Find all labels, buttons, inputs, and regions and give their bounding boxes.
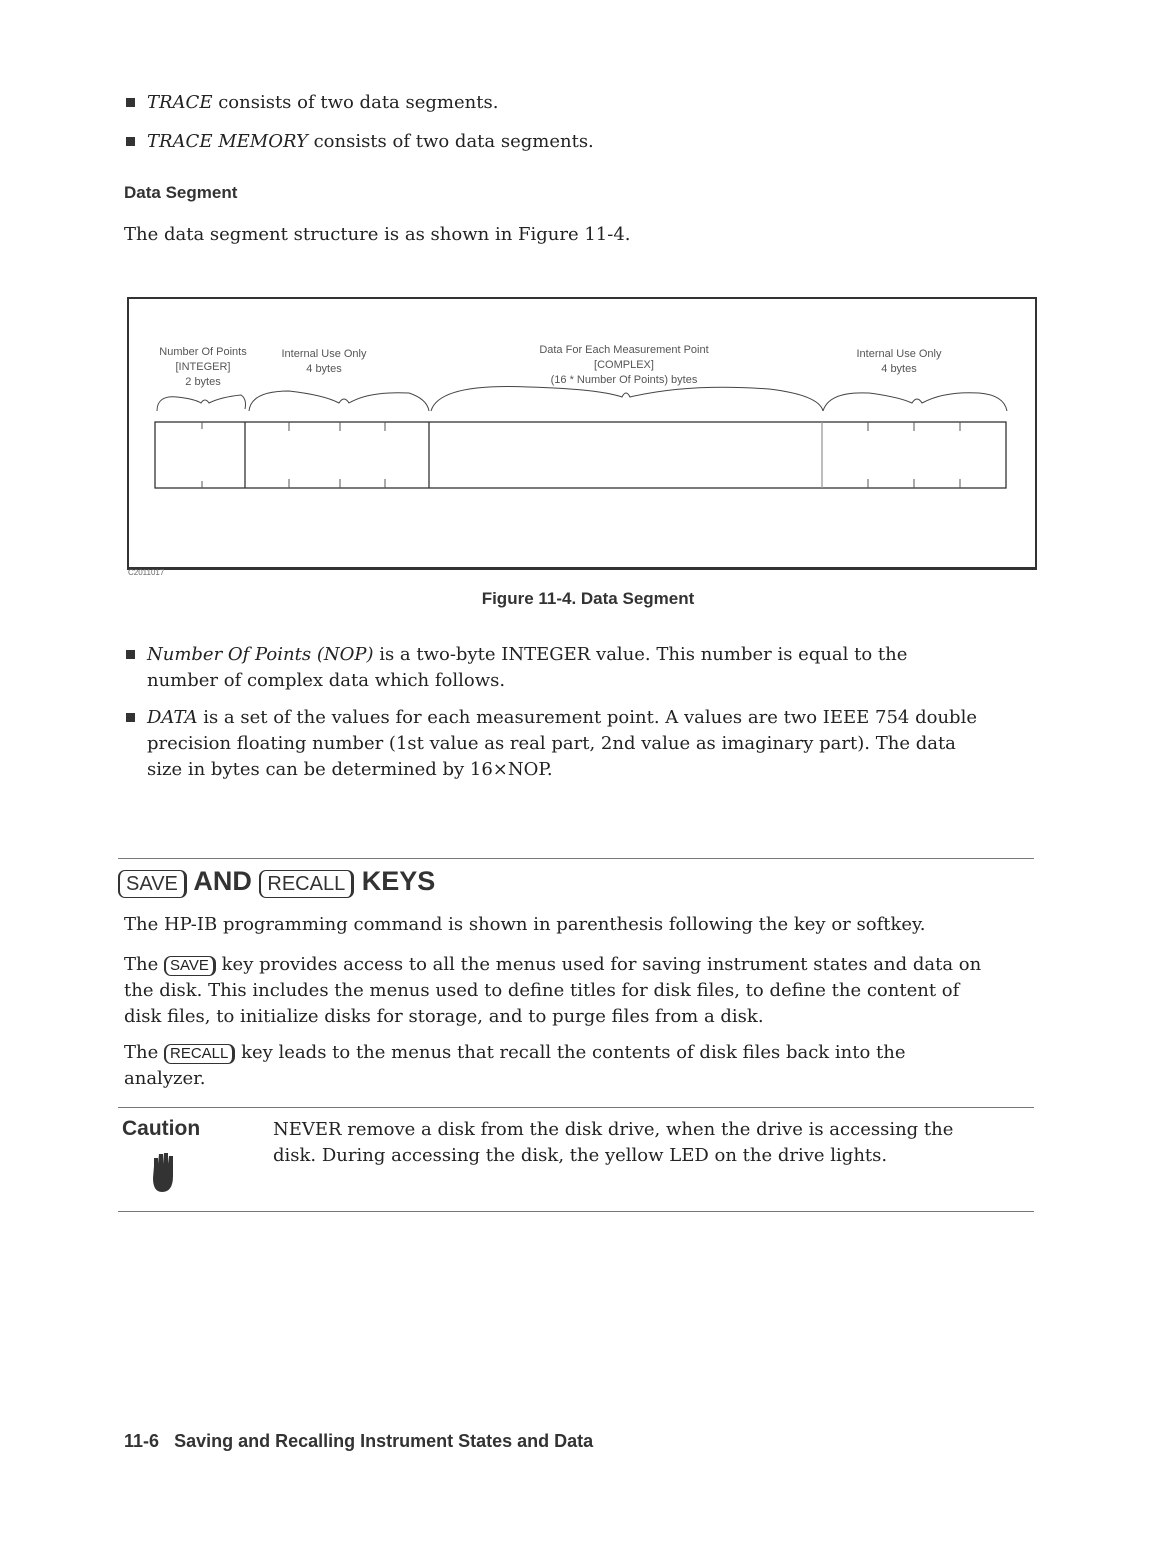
bullet-trace-memory bbox=[147, 129, 594, 155]
text: consists of two data segments. bbox=[307, 131, 594, 152]
divider bbox=[118, 858, 1034, 859]
segment-box bbox=[155, 422, 1006, 488]
divider bbox=[118, 1211, 1034, 1212]
bullet-icon bbox=[126, 713, 135, 722]
bullet-icon bbox=[126, 98, 135, 107]
brace-nop bbox=[157, 395, 246, 411]
section-heading: Data Segment bbox=[124, 183, 238, 202]
label-internal-1: Internal Use Only 4 bytes bbox=[281, 348, 367, 375]
label-data: Data For Each Measurement Point [COMPLEX] (16 * Number Of Points) bytes bbox=[539, 344, 709, 386]
bullet-trace bbox=[147, 90, 498, 116]
label-internal-2: Internal Use Only 4 bytes bbox=[856, 348, 942, 375]
brace-internal-2 bbox=[823, 393, 1007, 411]
term: TRACE bbox=[147, 92, 213, 113]
caution-label: Caution bbox=[122, 1117, 201, 1140]
page-footer: 11-6 Saving and Recalling Instrument States and Data bbox=[124, 1431, 594, 1451]
brace-data bbox=[431, 387, 823, 412]
save-key-icon: SAVE bbox=[164, 956, 216, 976]
text: consists of two data segments. bbox=[212, 92, 499, 113]
paragraph-recall: The RECALL key leads to the menus that recall the contents of disk files back into the analyzer. bbox=[124, 1042, 906, 1089]
hand-stop-icon bbox=[150, 1152, 174, 1194]
byte-ticks bbox=[202, 422, 960, 488]
bullet-icon bbox=[126, 650, 135, 659]
term: TRACE MEMORY bbox=[147, 131, 308, 152]
figure-caption: Figure 11-4. Data Segment bbox=[481, 589, 695, 608]
bullet-nop: Number Of Points (NOP) is a two-byte INTEGER value. This number is equal to the number of complex data which follows. bbox=[147, 644, 908, 691]
segment-diagram bbox=[129, 299, 1035, 567]
figure-data-segment bbox=[127, 297, 1037, 570]
paragraph-hpib: The HP-IB programming command is shown in parenthesis following the key or softkey. bbox=[124, 914, 926, 935]
intro-paragraph: The data segment structure is as shown in Figure 11-4. bbox=[124, 224, 631, 245]
bullet-icon bbox=[126, 137, 135, 146]
divider bbox=[118, 1107, 1034, 1108]
bullet-data: DATA is a set of the values for each measurement point. A values are two IEEE 754 double precision floating number (1st value as real part, 2nd value as imaginary part). The data size in bytes can be determined by 16×NOP. bbox=[147, 707, 977, 780]
brace-internal-1 bbox=[249, 391, 429, 411]
recall-key-icon: RECALL bbox=[259, 870, 354, 898]
recall-key-icon: RECALL bbox=[164, 1044, 235, 1064]
keys-heading: SAVE AND RECALL KEYS bbox=[118, 866, 435, 898]
save-key-icon: SAVE bbox=[118, 870, 187, 898]
label-nop: Number Of Points [INTEGER] 2 bytes bbox=[159, 346, 247, 388]
paragraph-save: The SAVE key provides access to all the menus used for saving instrument states and data on the disk. This includes the menus used to define titles for disk files, to define the content of disk files, to initialize disks for storage, and to purge files from a disk. bbox=[124, 954, 982, 1027]
figure-code: C2011017 bbox=[128, 568, 165, 577]
caution-text: NEVER remove a disk from the disk drive, when the drive is accessing the disk. During accessing the disk, the yellow LED on the drive lights. bbox=[273, 1119, 954, 1166]
